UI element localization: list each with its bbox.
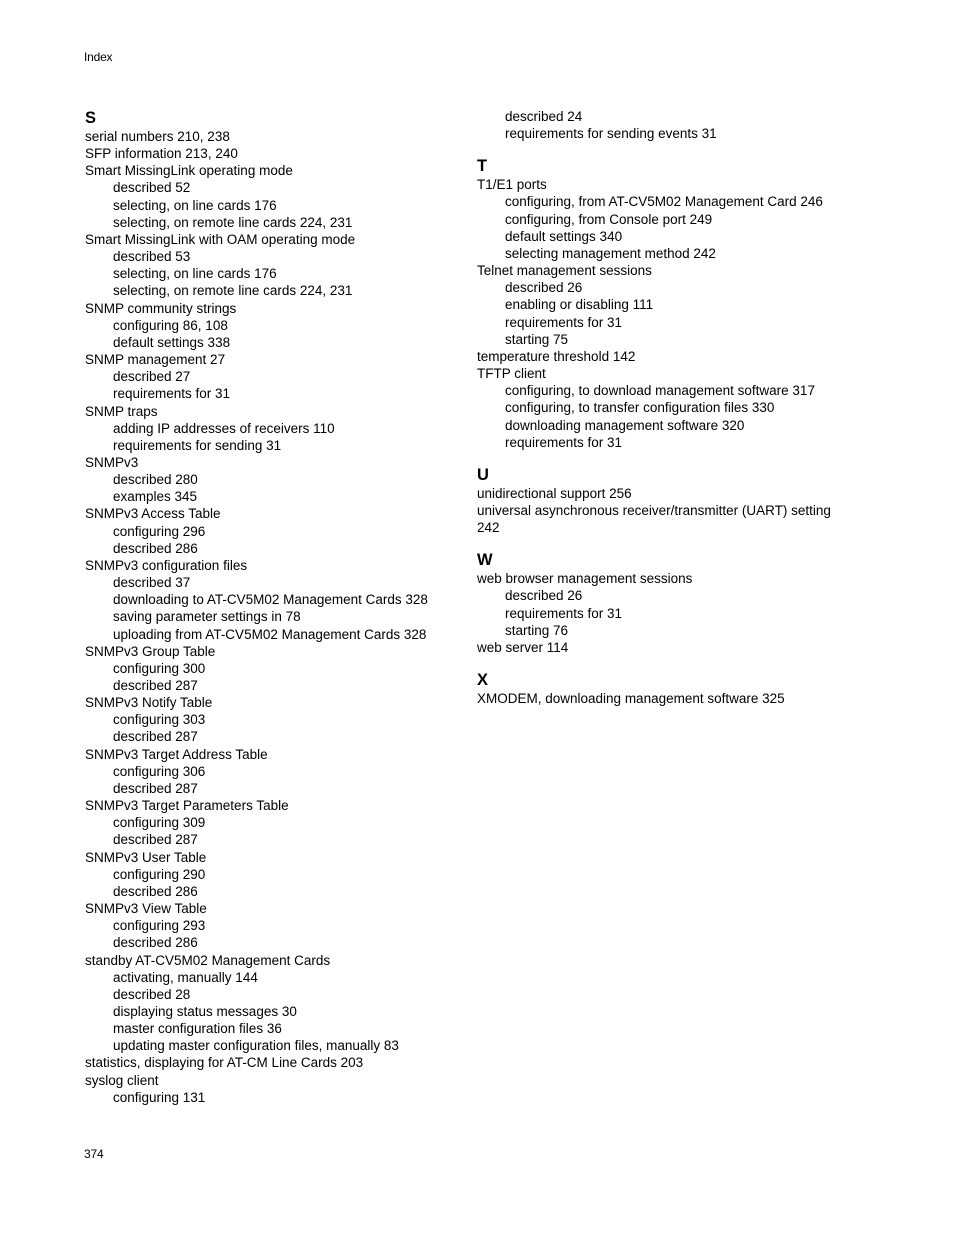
index-subentry: requirements for sending 31 (113, 437, 282, 453)
index-subentry: saving parameter settings in 78 (113, 609, 301, 625)
index-entry (85, 403, 465, 454)
index-entry (85, 454, 465, 505)
index-subentry: described 26 (505, 280, 583, 296)
index-entry (85, 505, 465, 556)
index-subentry: requirements for 31 (505, 434, 623, 450)
index-subentry: starting 76 (505, 622, 569, 638)
index-subentry: selecting management method 242 (505, 245, 716, 261)
index-subentry: displaying status messages 30 (113, 1003, 297, 1019)
index-subentry: configuring 303 (113, 712, 206, 728)
index-entry (85, 351, 465, 402)
running-head: Index (84, 50, 113, 64)
index-term: syslog client (85, 1072, 159, 1088)
index-subentry: uploading from AT-CV5M02 Management Cards 328 (113, 626, 427, 642)
index-subentry: configuring 290 (113, 866, 206, 882)
index-subentry: selecting, on remote line cards 224, 231 (113, 214, 353, 230)
index-term: Telnet management sessions (477, 263, 652, 279)
index-term: T1/E1 ports (477, 177, 547, 193)
index-subentry: configuring, to transfer configuration files 330 (505, 400, 775, 416)
index-entry (85, 557, 465, 643)
index-subentry: adding IP addresses of receivers 110 (113, 420, 335, 436)
index-entry (85, 746, 465, 797)
index-entry (85, 128, 465, 145)
index-subentry: configuring 300 (113, 660, 206, 676)
index-subentry: described 52 (113, 180, 191, 196)
index-subentry: downloading management software 320 (505, 417, 745, 433)
index-term: serial numbers 210, 238 (85, 129, 230, 144)
index-subentry: described 26 (505, 588, 583, 604)
index-subentry: updating master configuration files, manually 83 (113, 1038, 399, 1054)
index-letter-group (477, 465, 877, 536)
index-column-right (477, 108, 877, 707)
index-term: temperature threshold 142 (477, 348, 636, 364)
index-subentry: configuring 309 (113, 815, 206, 831)
index-entry (477, 502, 877, 536)
index-entry (85, 694, 465, 745)
index-entry (85, 797, 465, 848)
index-term: SNMPv3 Access Table (85, 506, 221, 522)
index-subentry: described 53 (113, 249, 191, 265)
index-entry (85, 643, 465, 694)
index-term: statistics, displaying for AT-CM Line Cards 203 (85, 1055, 364, 1071)
index-term: standby AT-CV5M02 Management Cards (85, 952, 331, 968)
index-entry (477, 570, 877, 639)
index-entry (477, 690, 877, 707)
index-entry (477, 176, 877, 262)
index-subentry: requirements for 31 (505, 605, 623, 621)
index-subentry: described 280 (113, 472, 198, 488)
index-term: SNMPv3 View Table (85, 901, 207, 917)
index-term: SNMPv3 Target Parameters Table (85, 798, 289, 814)
index-subentry: described 24 (505, 109, 583, 124)
index-subentry: described 287 (113, 832, 198, 848)
index-subentry: described 287 (113, 678, 198, 693)
index-subentry: requirements for 31 (113, 386, 231, 402)
index-subentry: downloading to AT-CV5M02 Management Cards 328 (113, 592, 428, 608)
index-letter-group (477, 156, 877, 451)
index-column-left (85, 108, 465, 1106)
index-entry (85, 300, 465, 351)
index-entry (85, 900, 465, 951)
index-subentry: configuring, to download management software 317 (505, 383, 815, 399)
index-letter-group (477, 108, 877, 142)
index-subentry: selecting, on line cards 176 (113, 197, 277, 213)
index-term: SNMPv3 Notify Table (85, 695, 213, 711)
index-letter-group (85, 108, 465, 1106)
index-subentry: described 287 (113, 780, 198, 796)
index-term: SNMP management 27 (85, 352, 226, 368)
index-term: SNMPv3 (85, 454, 139, 470)
index-term: Smart MissingLink with OAM operating mode (85, 231, 356, 247)
index-term: SNMP community strings (85, 300, 237, 316)
index-subentry: configuring, from Console port 249 (505, 211, 713, 227)
index-term: SNMP traps (85, 403, 158, 419)
index-letter-heading: U (477, 465, 489, 484)
index-letter-heading: S (85, 109, 97, 127)
index-subentry: starting 75 (505, 331, 569, 347)
index-term: SNMPv3 configuration files (85, 557, 248, 573)
index-subentry: examples 345 (113, 489, 198, 505)
index-entry (477, 262, 877, 348)
index-subentry: selecting, on line cards 176 (113, 266, 277, 282)
index-term: universal asynchronous receiver/transmitter (UART) setting 242 (477, 502, 831, 536)
index-subentry: configuring 131 (113, 1089, 206, 1105)
index-entry (477, 365, 877, 451)
index-letter-group (477, 670, 877, 707)
index-subentry: configuring 86, 108 (113, 317, 228, 333)
index-entry (85, 849, 465, 900)
index-letter-heading: T (477, 157, 488, 176)
index-term: unidirectional support 256 (477, 485, 632, 501)
index-subentry: described 287 (113, 729, 198, 745)
index-entry (85, 162, 465, 231)
index-entry (85, 1054, 465, 1071)
index-subentry: described 27 (113, 369, 191, 385)
index-subentry: default settings 338 (113, 334, 231, 350)
index-entry (477, 485, 877, 502)
page-number: 374 (84, 1147, 104, 1161)
index-subentry: requirements for sending events 31 (505, 126, 717, 142)
index-entry (477, 108, 877, 142)
index-entry (85, 1072, 465, 1106)
index-entry (85, 231, 465, 300)
index-subentry: enabling or disabling 111 (505, 297, 654, 313)
index-term: SNMPv3 Target Address Table (85, 746, 268, 762)
index-entry (477, 348, 877, 365)
index-letter-heading: X (477, 671, 489, 690)
index-subentry: configuring 306 (113, 763, 206, 779)
index-term: SNMPv3 User Table (85, 849, 207, 865)
index-letter-group (477, 550, 877, 656)
index-letter-heading: W (477, 551, 493, 570)
index-subentry: activating, manually 144 (113, 969, 258, 985)
index-subentry: master configuration files 36 (113, 1021, 282, 1037)
index-subentry: described 28 (113, 986, 191, 1002)
index-term: SNMPv3 Group Table (85, 643, 216, 659)
index-subentry: described 286 (113, 883, 198, 899)
index-subentry: described 286 (113, 540, 198, 556)
index-term: TFTP client (477, 366, 546, 382)
index-term: web browser management sessions (477, 571, 693, 587)
index-subentry: described 37 (113, 575, 191, 591)
index-term: Smart MissingLink operating mode (85, 163, 293, 179)
index-entry (477, 639, 877, 656)
index-subentry: configuring, from AT-CV5M02 Management Card 246 (505, 194, 823, 210)
index-subentry: described 286 (113, 935, 198, 951)
index-subentry: requirements for 31 (505, 314, 623, 330)
index-term: web server 114 (477, 639, 569, 655)
index-subentry: configuring 293 (113, 918, 206, 934)
index-subentry: default settings 340 (505, 228, 623, 244)
index-subentry: selecting, on remote line cards 224, 231 (113, 283, 353, 299)
index-subentry: configuring 296 (113, 523, 206, 539)
index-entry (85, 952, 465, 1055)
index-term: XMODEM, downloading management software 325 (477, 691, 785, 707)
index-term: SFP information 213, 240 (85, 146, 238, 162)
index-entry (85, 145, 465, 162)
